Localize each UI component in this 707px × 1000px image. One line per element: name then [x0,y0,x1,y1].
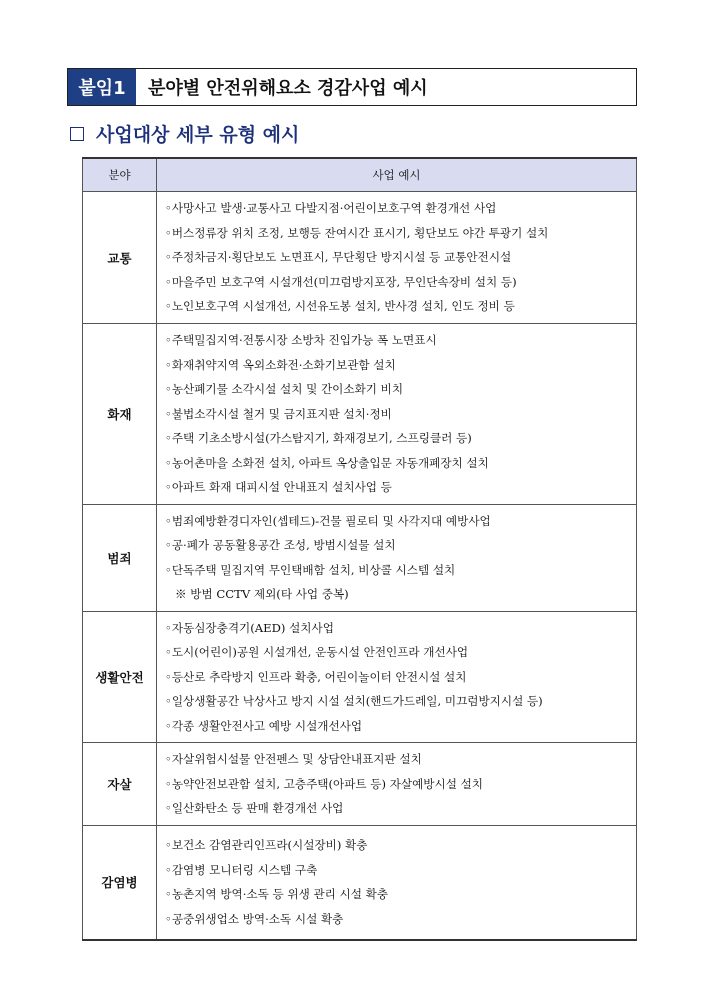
list-item: ◦불법소각시설 철거 및 금지표지판 설치·정비 [165,406,392,421]
category-cell: 범죄 [83,504,157,611]
list-item: ◦노인보호구역 시설개선, 시선유도봉 설치, 반사경 설치, 인도 정비 등 [165,299,515,314]
section-subtitle [70,120,299,147]
category-cell: 화재 [83,324,157,505]
document-header [67,68,637,106]
list-item: ◦보건소 감염관리인프라(시설장비) 확충 [165,838,368,853]
table-row [83,611,637,743]
project-examples-table [82,157,637,941]
list-item: ◦등산로 추락방지 인프라 확충, 어린이놀이터 안전시설 설치 [165,669,467,684]
attachment-badge: 붙임1 [68,69,136,105]
examples-cell [157,743,637,826]
category-cell: 자살 [83,743,157,826]
examples-cell [157,504,637,611]
note-text: ※ 방범 CCTV 제외(타 사업 중복) [175,587,349,601]
column-header-category: 분야 [83,158,157,192]
table-row [83,743,637,826]
table-row [83,504,637,611]
list-item: ◦농약안전보관함 설치, 고층주택(아파트 등) 자살예방시설 설치 [165,776,483,791]
examples-cell [157,825,637,940]
list-item: ◦농산폐기물 소각시설 설치 및 간이소화기 비치 [165,382,404,396]
list-item: ◦일산화탄소 등 판매 환경개선 사업 [165,801,344,815]
list-item: ◦공·폐가 공동활용공간 조성, 방범시설물 설치 [165,538,396,552]
list-item: ◦주정차금지·횡단보도 노면표시, 무단횡단 방지시설 등 교통안전시설 [165,250,512,265]
section-subtitle-text: 사업대상 세부 유형 예시 [96,124,300,146]
list-item: ◦자살위험시설물 안전펜스 및 상담안내표지판 설치 [165,752,422,766]
list-item: ◦도시(어린이)공원 시설개선, 운동시설 안전인프라 개선사업 [165,645,469,659]
square-box-icon [70,127,84,141]
examples-cell [157,611,637,743]
list-item: ◦주택밀집지역·전통시장 소방차 진입가능 폭 노면표시 [165,333,437,347]
category-cell: 생활안전 [83,611,157,743]
list-item: ◦단독주택 밀집지역 무인택배함 설치, 비상콜 시스템 설치 [165,562,456,577]
list-item: ◦화재취약지역 옥외소화전·소화기보관함 설치 [165,357,396,372]
list-item: ◦마을주민 보호구역 시설개선(미끄럼방지포장, 무인단속장비 설치 등) [165,274,517,289]
list-item: ◦공중위생업소 방역·소독 시설 확충 [165,911,344,926]
document-title: 분야별 안전위해요소 경감사업 예시 [148,78,428,99]
list-item: ◦자동심장충격기(AED) 설치사업 [165,620,334,635]
list-item: ◦아파트 화재 대피시설 안내표지 설치사업 등 [165,480,392,494]
column-header-examples: 사업 예시 [157,158,637,192]
list-item: ◦범죄예방환경디자인(셉테드)-건물 필로티 및 사각지대 예방사업 [165,513,491,528]
list-item: ◦농촌지역 방역·소독 등 위생 관리 시설 확충 [165,887,389,902]
examples-cell [157,192,637,324]
list-item: ◦주택 기초소방시설(가스탐지기, 화재경보기, 스프링클러 등) [165,431,472,445]
list-item: ◦감염병 모니터링 시스템 구축 [165,862,318,877]
list-item: ◦각종 생활안전사고 예방 시설개선사업 [165,718,363,733]
list-item: ◦일상생활공간 낙상사고 방지 시설 설치(핸드가드레일, 미끄럼방지시설 등) [165,694,543,708]
examples-cell [157,324,637,505]
category-cell: 감염병 [83,825,157,940]
table-row [83,192,637,324]
table-row [83,324,637,505]
list-item: ◦버스정류장 위치 조정, 보행등 잔여시간 표시기, 횡단보도 야간 투광기 설치 [165,225,549,240]
category-cell: 교통 [83,192,157,324]
list-item: ◦사망사고 발생·교통사고 다발지점·어린이보호구역 환경개선 사업 [165,201,497,216]
list-item: ◦농어촌마을 소화전 설치, 아파트 옥상출입문 자동개폐장치 설치 [165,455,489,470]
table-header-row [83,158,637,192]
table-row [83,825,637,940]
